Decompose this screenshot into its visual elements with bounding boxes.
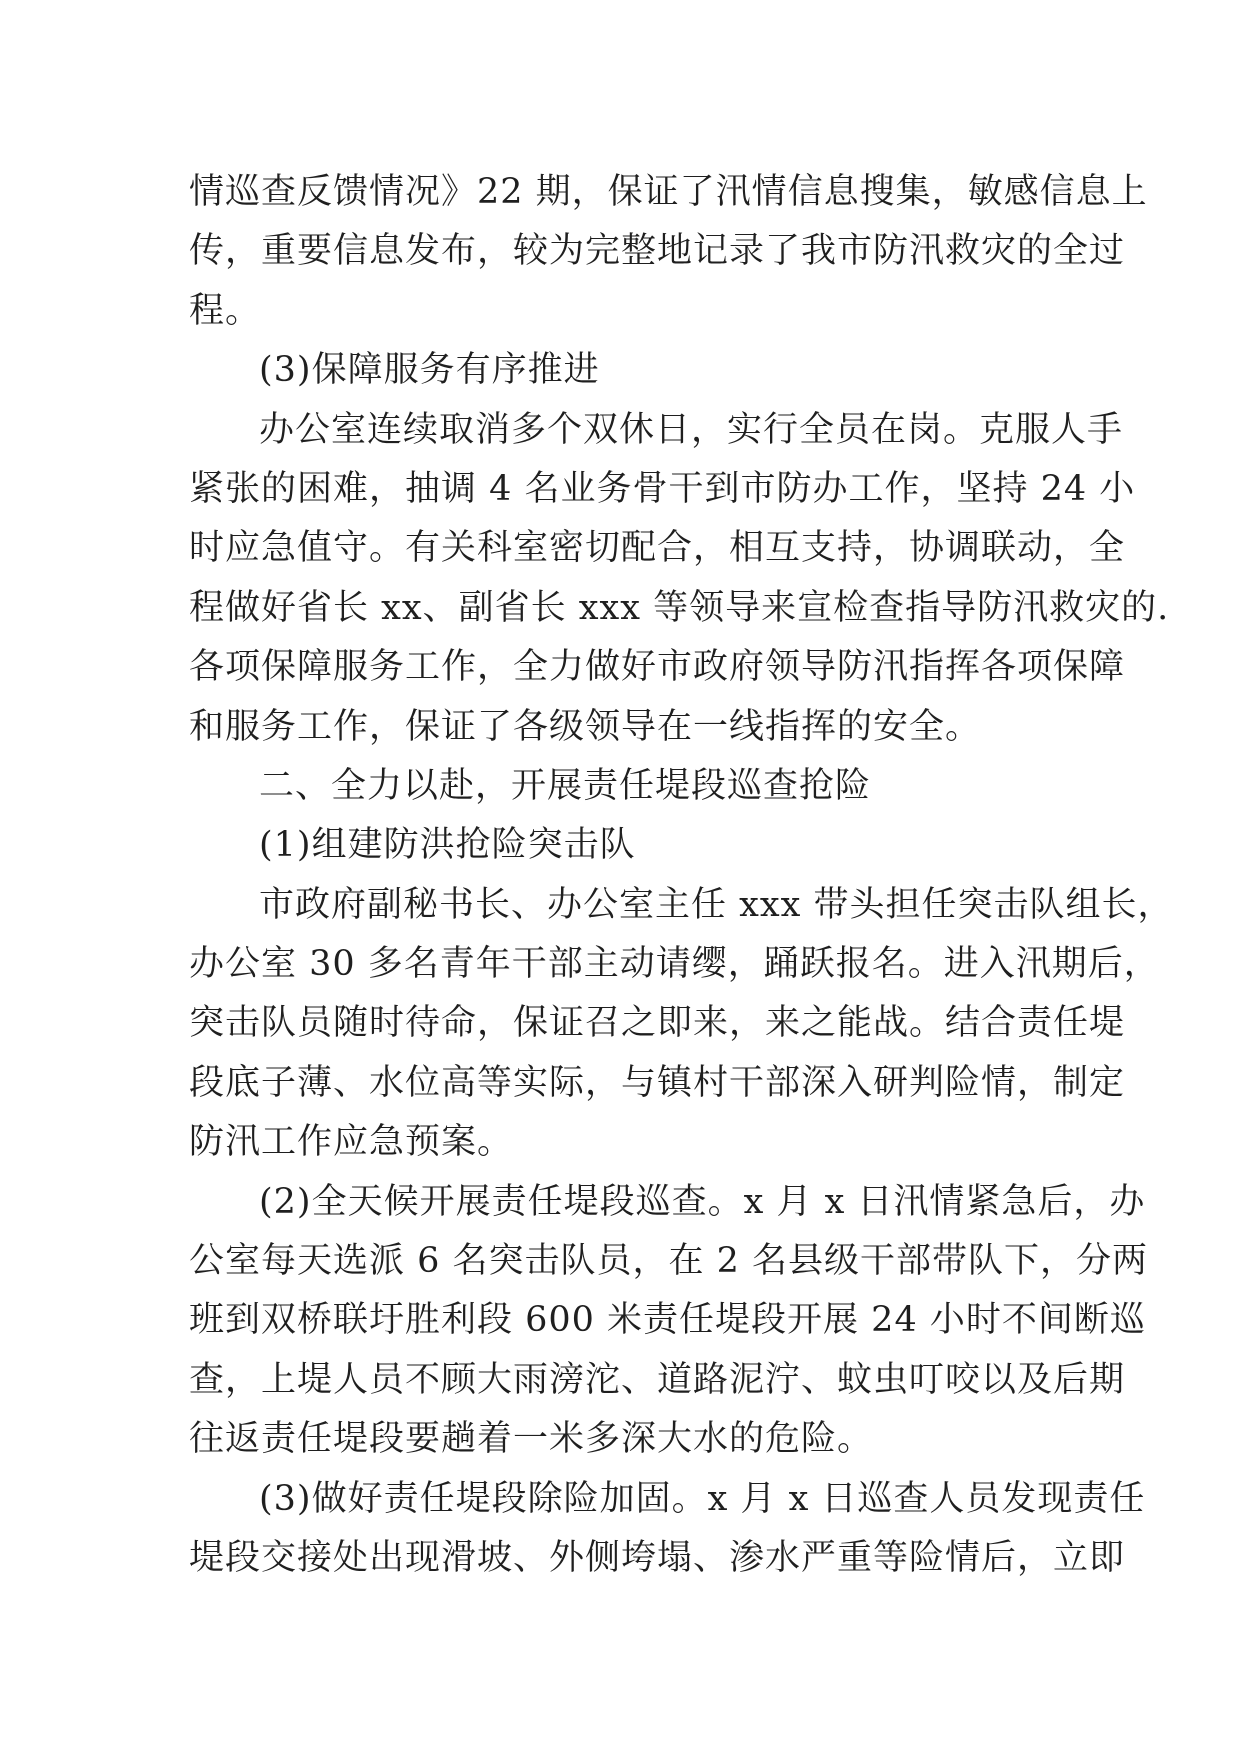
text-line: 和服务工作，保证了各级领导在一线指挥的安全。 bbox=[189, 706, 982, 747]
text-line: 堤段交接处出现滑坡、外侧垮塌、渗水严重等险情后，立即 bbox=[189, 1537, 1126, 1578]
text-line: 程做好省长 xx、副省长 xxx 等领导来宣检查指导防汛救灾的. bbox=[189, 587, 1170, 628]
text-line: 查，上堤人员不顾大雨滂沱、道路泥泞、蚊虫叮咬以及后期 bbox=[189, 1359, 1126, 1400]
text-line: 办公室连续取消多个双休日，实行全员在岗。克服人手 bbox=[259, 409, 1124, 450]
section-heading: 二、全力以赴，开展责任堤段巡查抢险 bbox=[259, 765, 872, 806]
text-line: 公室每天选派 6 名突击队员，在 2 名县级干部带队下，分两 bbox=[189, 1241, 1149, 1282]
text-line: (3)做好责任堤段除险加固。x 月 x 日巡查人员发现责任 bbox=[259, 1478, 1146, 1519]
text-line: 各项保障服务工作，全力做好市政府领导防汛指挥各项保障 bbox=[189, 647, 1126, 688]
body-text bbox=[189, 163, 1174, 1588]
text-line: 办公室 30 多名青年干部主动请缨，踊跃报名。进入汛期后， bbox=[189, 944, 1160, 985]
text-line: (2)全天候开展责任堤段巡查。x 月 x 日汛情紧急后，办 bbox=[259, 1181, 1146, 1222]
text-line: 程。 bbox=[189, 290, 262, 331]
text-line: 往返责任堤段要趟着一米多深大水的危险。 bbox=[189, 1419, 874, 1460]
text-line: 情巡查反馈情况》22 期，保证了汛情信息搜集，敏感信息上 bbox=[189, 172, 1148, 212]
text-line: 紧张的困难，抽调 4 名业务骨干到市防办工作，坚持 24 小 bbox=[189, 468, 1136, 509]
text-line: 时应急值守。有关科室密切配合，相互支持，协调联动，全 bbox=[189, 528, 1126, 569]
text-line: 传，重要信息发布，较为完整地记录了我市防汛救灾的全过 bbox=[189, 231, 1126, 272]
text-line: 段底子薄、水位高等实际，与镇村干部深入研判险情，制定 bbox=[189, 1062, 1126, 1103]
text-line: 市政府副秘书长、办公室主任 xxx 带头担任突击队组长， bbox=[259, 884, 1174, 925]
section-heading: (3)保障服务有序推进 bbox=[259, 350, 600, 391]
text-line: 防汛工作应急预案。 bbox=[189, 1122, 514, 1163]
text-line: 突击队员随时待命，保证召之即来，来之能战。结合责任堤 bbox=[189, 1003, 1126, 1044]
text-line: 班到双桥联圩胜利段 600 米责任堤段开展 24 小时不间断巡 bbox=[189, 1300, 1146, 1341]
subsection-heading: (1)组建防洪抢险突击队 bbox=[259, 825, 636, 866]
